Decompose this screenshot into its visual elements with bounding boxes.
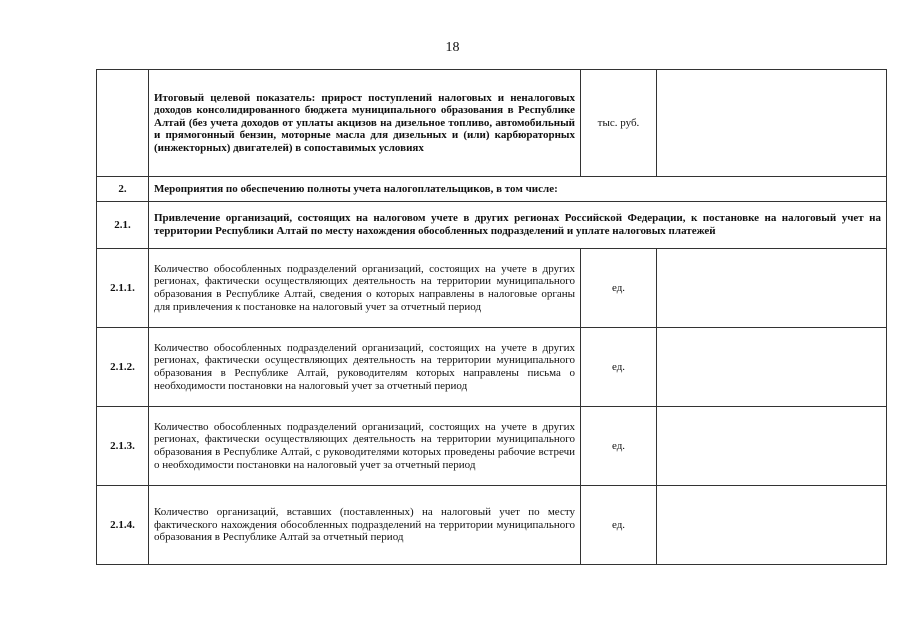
row-number: 2.1.1. [97, 249, 149, 328]
row-unit: ед. [581, 407, 657, 486]
row-description: Количество обособленных подразделений организаций, состоящих на учете в других регионах, фактически осуществляющих деятельность на территории муниципального образования в Республике Алтай, руководителям которых направлены письма о необходимости постановки на налоговый учет за отчетный период [149, 328, 581, 407]
row-value-cell [657, 486, 887, 565]
indicators-table [96, 69, 887, 565]
row-unit: ед. [581, 328, 657, 407]
row-value-cell [657, 407, 887, 486]
row-description: Количество обособленных подразделений организаций, состоящих на учете в других регионах, фактически осуществляющих деятельность на территории муниципального образования в Республике Алтай, с руководителями которых проведены рабочие встречи о необходимости постановки на налоговый учет за отчетный период [149, 407, 581, 486]
table-row-2-1-4 [97, 486, 887, 565]
row-number: 2.1. [97, 202, 149, 249]
row-number [97, 70, 149, 177]
row-number: 2.1.3. [97, 407, 149, 486]
row-description: Количество обособленных подразделений организаций, состоящих на учете в других регионах, фактически осуществляющих деятельность на территории муниципального образования в Республике Алтай, сведения о которых направлены в налоговые органы для привлечения к постановке на налоговый учет за отчетный период [149, 249, 581, 328]
row-description: Мероприятия по обеспечению полноты учета налогоплательщиков, в том числе: [149, 177, 887, 202]
row-number: 2.1.4. [97, 486, 149, 565]
row-description: Итоговый целевой показатель: прирост поступлений налоговых и неналоговых доходов консолидированного бюджета муниципального образования в Республике Алтай (без учета доходов от уплаты акцизов на дизельное топливо, автомобильный и прямогонный бензин, моторные масла для дизельных и (или) карбюраторных (инжекторных) двигателей) в сопоставимых условиях [149, 70, 581, 177]
row-unit: тыс. руб. [581, 70, 657, 177]
page-number: 18 [445, 40, 460, 55]
row-value-cell [657, 249, 887, 328]
table-row-section-2 [97, 177, 887, 202]
table-row-total-indicator [97, 70, 887, 177]
row-unit: ед. [581, 249, 657, 328]
row-value-cell [657, 328, 887, 407]
row-unit: ед. [581, 486, 657, 565]
row-description: Количество организаций, вставших (поставленных) на налоговый учет по месту фактического нахождения обособленных подразделений на территории муниципального образования в Республике Алтай за отчетный период [149, 486, 581, 565]
row-description: Привлечение организаций, состоящих на налоговом учете в других регионах Российской Федерации, к постановке на налоговый учет на территории Республики Алтай по месту нахождения обособленных подразделений и уплате налоговых платежей [149, 202, 887, 249]
row-value-cell [657, 70, 887, 177]
table-row-2-1-2 [97, 328, 887, 407]
row-number: 2. [97, 177, 149, 202]
table-row-section-2-1 [97, 202, 887, 249]
table-row-2-1-1 [97, 249, 887, 328]
row-number: 2.1.2. [97, 328, 149, 407]
table-row-2-1-3 [97, 407, 887, 486]
